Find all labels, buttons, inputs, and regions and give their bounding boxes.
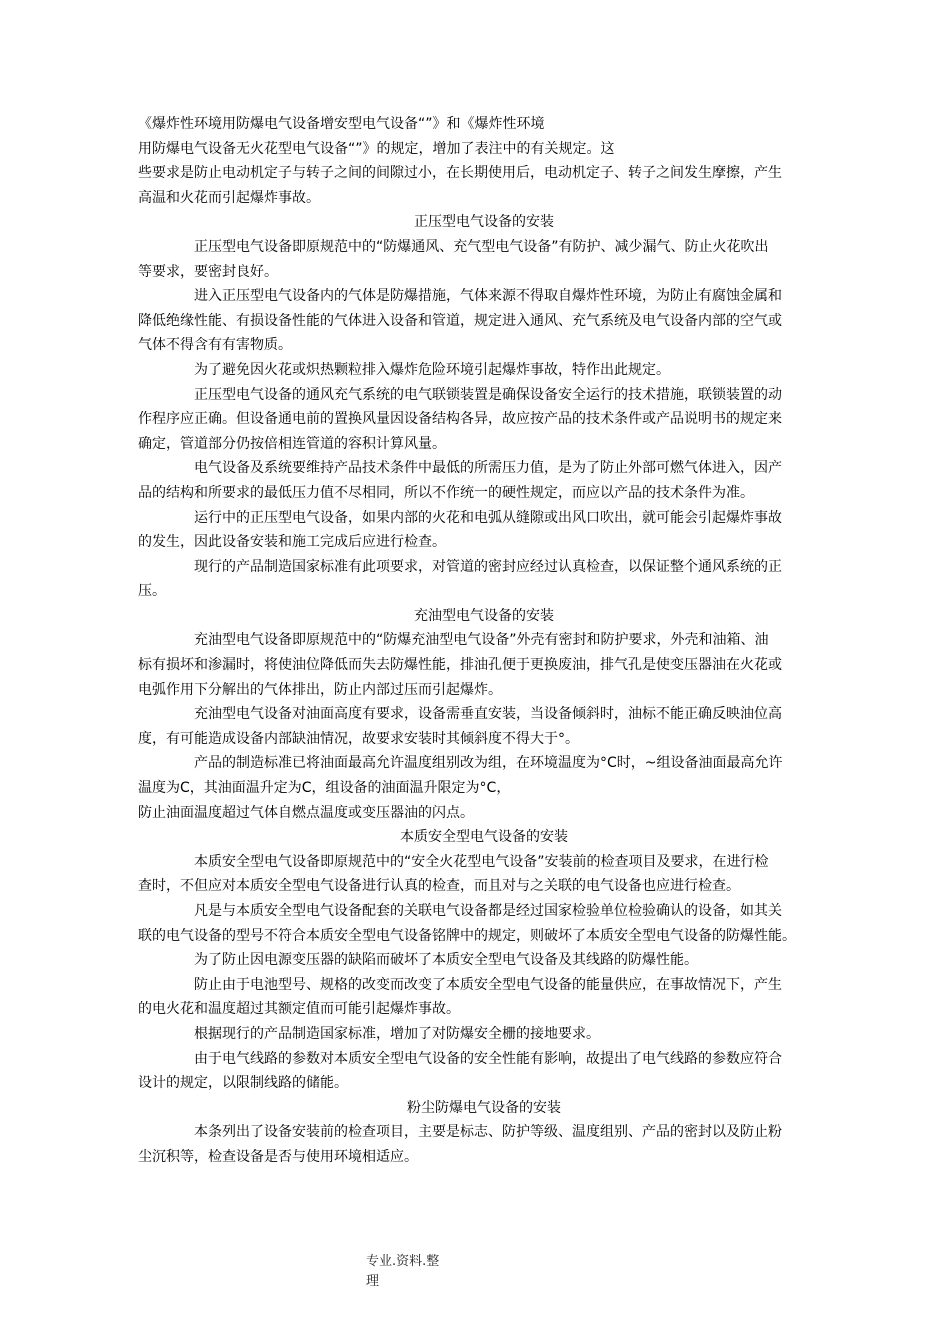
- paragraph-first-line: 凡是与本质安全型电气设备配套的关联电气设备都是经过国家检验单位检验确认的设备，如其关: [194, 903, 782, 919]
- paragraph-line: 用防爆电气设备无火花型电气设备“”》的规定，增加了表注中的有关规定。这: [138, 140, 615, 157]
- paragraph-first-line: 为了避免因火花或炽热颗粒排入爆炸危险环境引起爆炸事故，特作出此规定。: [194, 361, 670, 378]
- paragraph-line: 防止油面温度超过气体自燃点温度或变压器油的闪点。: [138, 804, 474, 821]
- section-heading: 正压型电气设备的安装: [414, 214, 554, 231]
- paragraph-first-line: 正压型电气设备的通风充气系统的电气联锁装置是确保设备安全运行的技术措施，联锁装置的动: [194, 386, 782, 403]
- paragraph-line: 的电火花和温度超过其额定值而可能引起爆炸事故。: [138, 1001, 460, 1018]
- paragraph-line: 温度为C，其油面温升定为C，组设备的油面温升限定为°C，: [138, 780, 511, 797]
- paragraph-line: 的发生，因此设备安装和施工完成后应进行检查。: [138, 534, 446, 551]
- footer-text-line-1: 专业.资料.整: [366, 1254, 440, 1269]
- document-body: [138, 112, 830, 1170]
- paragraph-first-line: 本条列出了设备安装前的检查项目，主要是标志、防护等级、温度组别、产品的密封以及防止粉: [194, 1124, 782, 1141]
- paragraph-first-line: 由于电气线路的参数对本质安全型电气设备的安全性能有影响，故提出了电气线路的参数应符合: [194, 1050, 782, 1067]
- paragraph-line: 设计的规定，以限制线路的储能。: [138, 1075, 348, 1092]
- paragraph-line: 确定，管道部分仍按倍相连管道的容积计算风量。: [138, 435, 446, 452]
- paragraph-first-line: 防止由于电池型号、规格的改变而改变了本质安全型电气设备的能量供应，在事故情况下，产生: [194, 976, 782, 993]
- paragraph-line: 度，有可能造成设备内部缺油情况，故要求安装时其倾斜度不得大于°。: [138, 730, 579, 747]
- paragraph-line: 《爆炸性环境用防爆电气设备增安型电气设备“”》和《爆炸性环境: [138, 116, 545, 132]
- paragraph-line: 电弧作用下分解出的气体排出，防止内部过压而引起爆炸。: [138, 681, 502, 698]
- paragraph-first-line: 产品的制造标准已将油面最高允许温度组别改为组，在环境温度为°C时，~组设备油面最高允许: [194, 755, 783, 772]
- footer-text-line-2: 理: [366, 1274, 380, 1289]
- paragraph-first-line: 进入正压型电气设备内的气体是防爆措施，气体来源不得取自爆炸性环境，为防止有腐蚀金属和: [194, 288, 782, 305]
- paragraph-first-line: 本质安全型电气设备即原规范中的“安全火花型电气设备”安装前的检查项目及要求，在进行检: [194, 853, 769, 870]
- paragraph-line: 降低绝缘性能、有损设备性能的气体进入设备和管道，规定进入通风、充气系统及电气设备内部的空气或: [138, 312, 782, 329]
- section-heading: 充油型电气设备的安装: [414, 607, 554, 624]
- paragraph-line: 查时，不但应对本质安全型电气设备进行认真的检查，而且对与之关联的电气设备也应进行检查。: [138, 878, 740, 895]
- paragraph-first-line: 电气设备及系统要维持产品技术条件中最低的所需压力值，是为了防止外部可燃气体进入，因产: [194, 460, 782, 477]
- paragraph-line: 品的结构和所要求的最低压力值不尽相同，所以不作统一的硬性规定，而应以产品的技术条件为准。: [138, 484, 754, 501]
- paragraph-line: 联的电气设备的型号不符合本质安全型电气设备铭牌中的规定，则破坏了本质安全型电气设备的防爆性能。: [138, 927, 796, 944]
- paragraph-line: 气体不得含有有害物质。: [138, 337, 292, 354]
- paragraph-line: 标有损坏和渗漏时，将使油位降低而失去防爆性能，排油孔便于更换废油，排气孔是使变压器油在火花或: [138, 657, 782, 674]
- paragraph-line: 些要求是防止电动机定子与转子之间的间隙过小，在长期使用后，电动机定子、转子之间发生摩擦，产生: [138, 165, 782, 182]
- section-heading: 粉尘防爆电气设备的安装: [407, 1099, 561, 1116]
- paragraph-line: 高温和火花而引起爆炸事故。: [138, 189, 320, 206]
- paragraph-line: 作程序应正确。但设备通电前的置换风量因设备结构各异，故应按产品的技术条件或产品说明书的规定来: [138, 411, 782, 428]
- paragraph-first-line: 现行的产品制造国家标准有此项要求，对管道的密封应经过认真检查，以保证整个通风系统的正: [194, 558, 782, 575]
- paragraph-line: 等要求，要密封良好。: [138, 263, 278, 280]
- paragraph-first-line: 充油型电气设备即原规范中的“防爆充油型电气设备”外壳有密封和防护要求，外壳和油箱、油: [194, 632, 769, 649]
- paragraph-first-line: 充油型电气设备对油面高度有要求，设备需垂直安装，当设备倾斜时，油标不能正确反映油位高: [194, 706, 782, 723]
- paragraph-first-line: 正压型电气设备即原规范中的“防爆通风、充气型电气设备”有防护、减少漏气、防止火花吹出: [194, 238, 769, 255]
- paragraph-line: 压。: [138, 583, 166, 600]
- paragraph-first-line: 根据现行的产品制造国家标准，增加了对防爆安全栅的接地要求。: [194, 1025, 600, 1042]
- paragraph-line: 尘沉积等，检查设备是否与使用环境相适应。: [138, 1148, 418, 1165]
- page-footer: [366, 1252, 439, 1292]
- paragraph-first-line: 为了防止因电源变压器的缺陷而破坏了本质安全型电气设备及其线路的防爆性能。: [194, 952, 698, 969]
- section-heading: 本质安全型电气设备的安装: [400, 829, 568, 846]
- paragraph-first-line: 运行中的正压型电气设备，如果内部的火花和电弧从缝隙或出风口吹出，就可能会引起爆炸事故: [194, 509, 782, 526]
